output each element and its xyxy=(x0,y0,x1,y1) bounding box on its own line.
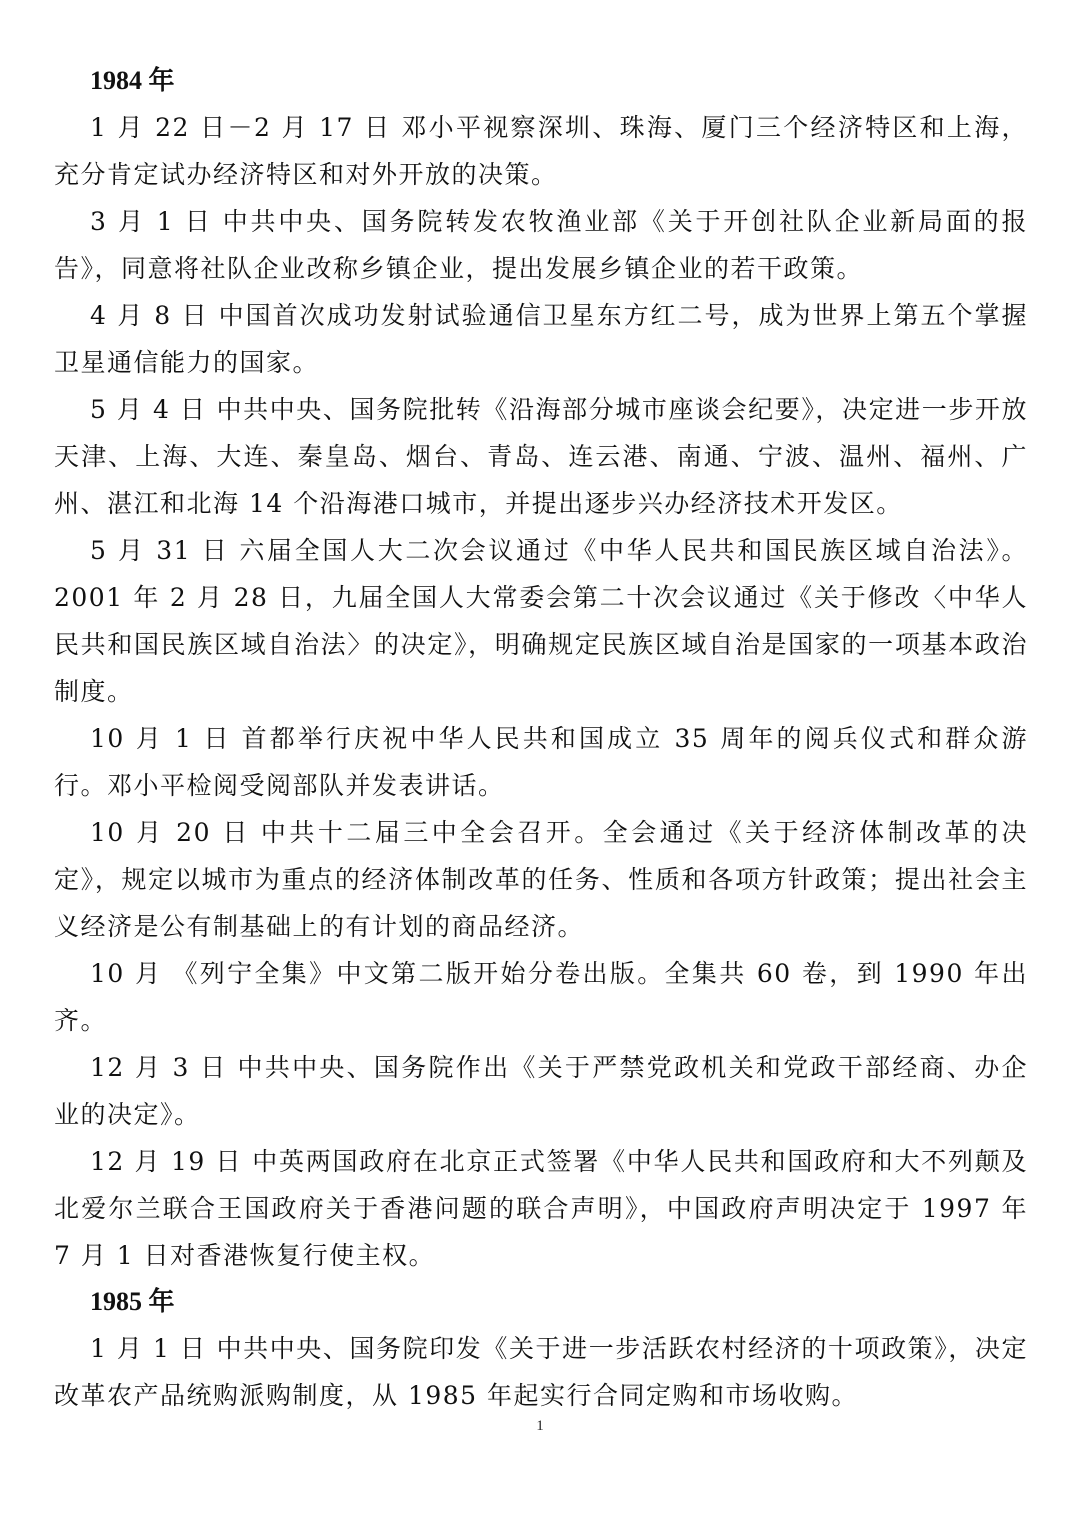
entry-text: 中共中央、国务院印发《关于进一步活跃农村经济的十项政策》，决定改革农产品统购派购制度，从 1985 年起实行合同定购和市场收购。 xyxy=(54,1334,1028,1410)
entry-text: 中共中央、国务院批转《沿海部分城市座谈会纪要》，决定进一步开放天津、上海、大连、秦皇岛、烟台、青岛、连云港、南通、宁波、温州、福州、广州、湛江和北海 14 个沿海港口城市，并提出逐步兴办经济技术开发区。 xyxy=(54,395,1028,518)
entry-date: 10 月 xyxy=(90,959,163,988)
chronology-entry xyxy=(54,715,1028,809)
entry-date: 10 月 1 日 xyxy=(90,724,232,753)
document-body xyxy=(54,58,1028,1419)
entry-date: 3 月 1 日 xyxy=(90,207,213,236)
entry-text: 中共中央、国务院转发农牧渔业部《关于开创社队企业新局面的报告》，同意将社队企业改称乡镇企业，提出发展乡镇企业的若干政策。 xyxy=(54,207,1028,283)
entry-date: 12 月 19 日 xyxy=(90,1147,243,1176)
year-heading: 1985 年 xyxy=(90,1287,175,1316)
year-section-1984 xyxy=(54,58,1028,1279)
chronology-entry xyxy=(54,386,1028,527)
chronology-entry xyxy=(54,809,1028,950)
entry-text: 首都举行庆祝中华人民共和国成立 35 周年的阅兵仪式和群众游行。邓小平检阅受阅部队并发表讲话。 xyxy=(54,724,1028,800)
page-number: 1 xyxy=(536,1418,544,1434)
entry-text: 《列宁全集》中文第二版开始分卷出版。全集共 60 卷，到 1990 年出齐。 xyxy=(54,959,1028,1035)
entry-text: 中共中央、国务院作出《关于严禁党政机关和党政干部经商、办企业的决定》。 xyxy=(54,1053,1028,1129)
entry-date: 1 月 22 日－2 月 17 日 xyxy=(90,113,392,142)
entry-text: 中共十二届三中全会召开。全会通过《关于经济体制改革的决定》，规定以城市为重点的经济体制改革的任务、性质和各项方针政策；提出社会主义经济是公有制基础上的有计划的商品经济。 xyxy=(54,818,1028,941)
year-section-1985 xyxy=(54,1279,1028,1419)
chronology-entry xyxy=(54,104,1028,198)
year-heading: 1984 年 xyxy=(90,66,175,95)
entry-date: 12 月 3 日 xyxy=(90,1053,228,1082)
entry-date: 10 月 20 日 xyxy=(90,818,251,847)
entry-date: 5 月 4 日 xyxy=(90,395,207,424)
chronology-entry xyxy=(54,527,1028,715)
entry-date: 1 月 1 日 xyxy=(90,1334,207,1363)
chronology-entry xyxy=(54,292,1028,386)
chronology-entry xyxy=(54,1138,1028,1279)
entry-text: 六届全国人大二次会议通过《中华人民共和国民族区域自治法》。2001 年 2 月 28 日，九届全国人大常委会第二十次会议通过《关于修改〈中华人民共和国民族区域自治法〉的决定》，明确规定民族区域自治是国家的一项基本政治制度。 xyxy=(54,536,1028,706)
entry-text: 中英两国政府在北京正式签署《中华人民共和国政府和大不列颠及北爱尔兰联合王国政府关于香港问题的联合声明》，中国政府声明决定于 1997 年 7 月 1 日对香港恢复行使主权。 xyxy=(54,1147,1028,1270)
chronology-entry xyxy=(54,198,1028,292)
entry-date: 5 月 31 日 xyxy=(90,536,230,565)
chronology-entry xyxy=(54,1044,1028,1138)
chronology-entry xyxy=(54,950,1028,1044)
chronology-entry xyxy=(54,1325,1028,1419)
entry-text: 中国首次成功发射试验通信卫星东方红二号，成为世界上第五个掌握卫星通信能力的国家。 xyxy=(54,301,1028,377)
entry-date: 4 月 8 日 xyxy=(90,301,209,330)
entry-text: 邓小平视察深圳、珠海、厦门三个经济特区和上海，充分肯定试办经济特区和对外开放的决策。 xyxy=(54,113,1028,189)
